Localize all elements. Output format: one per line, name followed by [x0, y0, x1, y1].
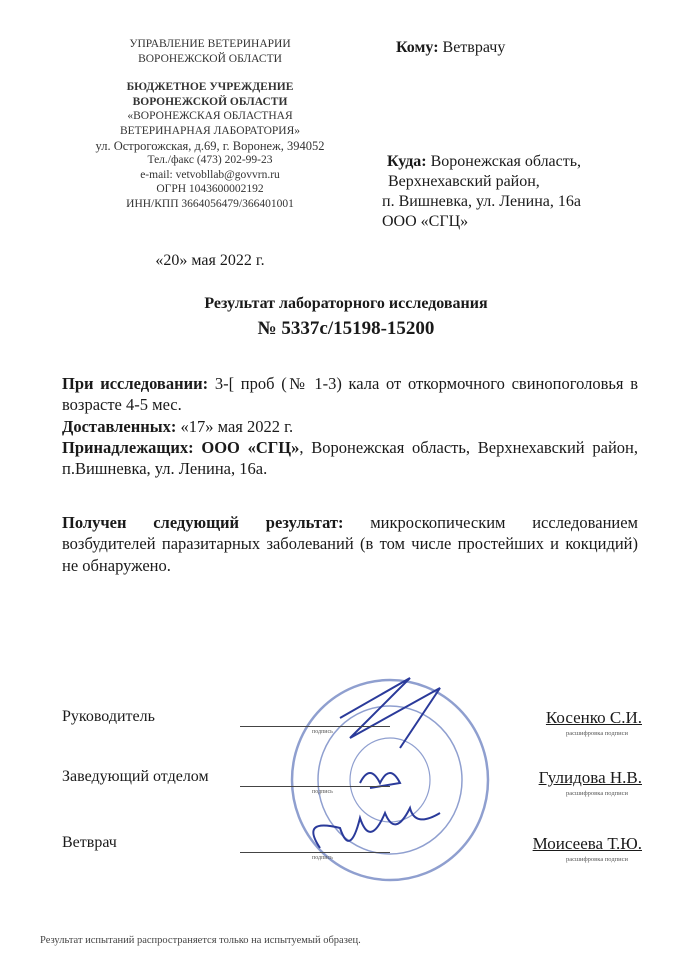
where-line-1: Воронежская область,: [430, 153, 582, 170]
signature-line: [240, 852, 390, 853]
owner-text: , Воронежская область, Верхнехавский район, п.Вишневка, ул. Ленина, 16а.: [62, 437, 638, 479]
org-name-1: БЮДЖЕТНОЕ УЧРЕЖДЕНИЕ: [126, 81, 294, 94]
org-name-3: «ВОРОНЕЖСКАЯ ОБЛАСТНАЯ: [127, 110, 293, 123]
name-caption: расшифровка подписи: [565, 790, 628, 797]
study-details: [62, 373, 638, 479]
document-footer: Результат испытаний распространяется только на испытуемый образец.: [40, 935, 361, 946]
org-ogrn: ОГРН 1043600002192: [156, 183, 264, 196]
signature-line: [240, 786, 390, 787]
recipient-to: [396, 38, 505, 58]
org-phone: Тел./факс (473) 202-99-23: [147, 154, 273, 167]
delivered-text: «17» мая 2022 г.: [180, 416, 294, 436]
issuer-header: [60, 37, 360, 212]
signature-role: Ветврач: [62, 834, 117, 851]
where-label: Куда:: [387, 153, 427, 170]
signature-row-vet: [62, 834, 642, 874]
where-line-4: ООО «СГЦ»: [382, 213, 469, 230]
study-text: 3-[ проб (№ 1-3) кала от откормочного свинопоголовья в возрасте 4-5 мес.: [62, 374, 638, 415]
signatory-name: Косенко С.И.: [545, 708, 642, 727]
signature-row-head: [62, 708, 642, 748]
authority-name: УПРАВЛЕНИЕ ВЕТЕРИНАРИИ: [129, 38, 291, 50]
signature-caption: подпись: [312, 729, 333, 735]
document-title: Результат лабораторного исследования: [204, 295, 488, 312]
authority-region: ВОРОНЕЖСКОЙ ОБЛАСТИ: [138, 52, 282, 65]
signatory-name: Гулидова Н.В.: [538, 768, 642, 787]
where-line-3: п. Вишневка, ул. Ленина, 16а: [382, 193, 581, 210]
signature-caption: подпись: [312, 789, 333, 795]
recipient-address: [382, 152, 581, 232]
study-label: При исследовании:: [62, 374, 209, 393]
signature-role: Руководитель: [62, 708, 155, 725]
org-address: ул. Острогожская, д.69, г. Воронеж, 394052: [95, 138, 325, 153]
signature-role: Заведующий отделом: [62, 768, 209, 785]
result-text: микроскопическим исследованием возбудителей паразитарных заболеваний (в том числе простейших и кокцидий) не обнаружено.: [62, 513, 638, 575]
org-name-4: ВЕТЕРИНАРНАЯ ЛАБОРАТОРИЯ»: [119, 124, 301, 137]
owner-label: Принадлежащих:: [62, 437, 194, 457]
owner-org: ООО «СГЦ»: [201, 437, 300, 457]
to-value: Ветврачу: [442, 39, 506, 56]
result-label: Получен следующий результат:: [62, 513, 344, 532]
org-email: e-mail: vetvobllab@govvrn.ru: [140, 168, 280, 181]
document-number: № 5337с/15198-15200: [257, 318, 435, 339]
name-caption: расшифровка подписи: [565, 856, 628, 863]
org-name-2: ВОРОНЕЖСКОЙ ОБЛАСТИ: [132, 95, 288, 108]
document-date: «20» мая 2022 г.: [155, 252, 265, 269]
signature-line: [240, 726, 390, 727]
signatory-name: Моисеева Т.Ю.: [532, 834, 642, 853]
delivered-label: Доставленных:: [62, 416, 177, 436]
result-section: [62, 512, 638, 576]
org-inn-kpp: ИНН/КПП 3664056479/366401001: [126, 197, 294, 210]
name-caption: расшифровка подписи: [565, 730, 628, 737]
to-label: Кому:: [396, 39, 439, 56]
where-line-2: Верхнехавский район,: [388, 173, 540, 190]
signature-caption: подпись: [312, 855, 333, 861]
signature-row-dept: [62, 768, 642, 808]
